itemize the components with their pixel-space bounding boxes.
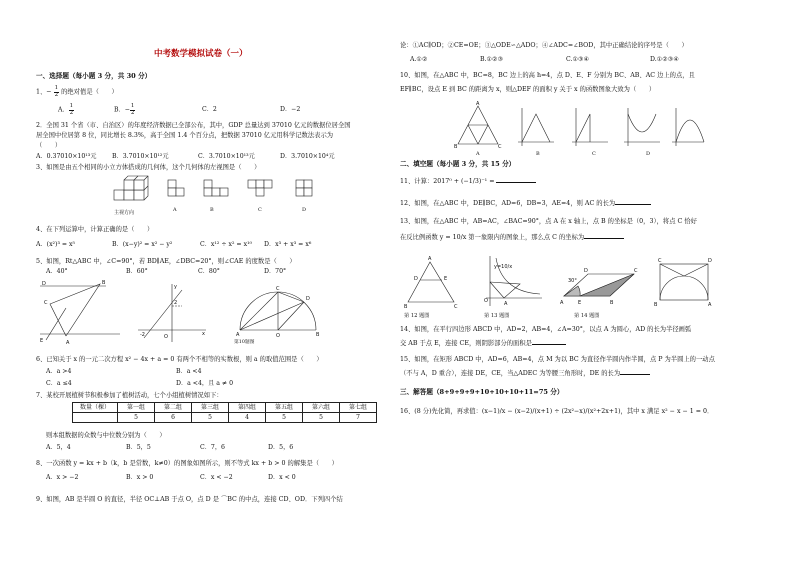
q14-parallelogram-figure (560, 268, 638, 306)
q10-triangle-figure (454, 101, 502, 150)
svg-text:B: B (404, 304, 408, 310)
q5-opt-a: A．40° (46, 268, 68, 275)
q7-opt-b: B．5，5 (126, 444, 151, 451)
q7-value: 5 (266, 413, 303, 423)
svg-text:y: y (174, 284, 177, 290)
q7-value: 7 (340, 413, 377, 423)
svg-text:A: A (66, 340, 70, 346)
q3: 3、如图是由五个相同的小立方体搭成的几何体，这个几何体的左视图是（ ） (36, 164, 261, 171)
q1-opt-c: C．2 (202, 106, 217, 113)
q2-opt-b: B．3.7010×10¹²元 (112, 153, 169, 160)
q7-header: 第四组 (229, 403, 266, 413)
q5-opt-d: D．70° (264, 268, 287, 275)
fill-figures (404, 252, 724, 310)
svg-text:30°: 30° (568, 278, 577, 284)
q9-opt-d: D.①②③④ (650, 56, 679, 63)
svg-text:A: A (476, 101, 480, 107)
svg-text:C: C (634, 268, 638, 274)
q7-value: 6 (155, 413, 192, 423)
q10-line2: EF∥BC，设点 E 到 BC 的距离为 x，则△DEF 的面积 y 关于 x 的函数图象大致为（ ） (400, 86, 656, 93)
q10-graph-a (518, 108, 554, 146)
q12-answer-blank[interactable] (615, 204, 651, 205)
q2-line1: 2．全国 31 个省（市、自治区）的年度经济数据已全部公布，其中，GDP 总量达到 37010 亿元的数据位居全国 (36, 122, 351, 129)
q7-value: 5 (118, 413, 155, 423)
q8-opt-c: C．x < −2 (200, 474, 233, 481)
q4: 4、在下列运算中，计算正确的是（ ） (36, 226, 154, 233)
svg-text:C: C (276, 286, 280, 292)
q14-line1: 14、如图，在平行四边形 ABCD 中，AD=2，AB=4，∠A=30°，以点 A 为圆心，AD 的长为半径画弧 (400, 326, 692, 333)
svg-text:C: C (658, 258, 662, 264)
q15-line2: （不与 A，D 重合），连接 DE，CE，当△ADEC 为等腰三角形时，DE 的长为 (400, 370, 650, 378)
q11-answer-blank[interactable] (496, 182, 536, 183)
q4-opt-c: C．x¹² ÷ x² = x¹⁰ (200, 241, 253, 248)
svg-text:E: E (578, 300, 582, 306)
q3-view-d (296, 180, 312, 196)
q7: 7、某校开展植树节积极参加了植树活动，七个小组植树情况如下： (36, 392, 223, 399)
q3-view-c (248, 180, 272, 196)
q7-table (72, 402, 377, 423)
q9-opt-b: B.①②③ (480, 56, 504, 63)
q5-opt-b: B．60° (126, 268, 148, 275)
svg-text:B: B (654, 302, 658, 308)
q7-header: 第一组 (118, 403, 155, 413)
q2-opt-a: A．0.37010×10¹³元 (36, 153, 97, 160)
svg-text:B: B (610, 300, 614, 306)
q3-view-b (204, 180, 228, 196)
q7-opt-d: D．5，6 (268, 444, 294, 451)
q4-opt-d: D．x³ + x³ = x⁶ (264, 241, 312, 248)
q5-fig-caption: 第10题图 (234, 340, 255, 345)
svg-text:x: x (202, 331, 205, 337)
q10-label-d: D (646, 151, 651, 157)
q14-answer-blank[interactable] (532, 344, 566, 345)
q3-label-a: A (173, 207, 177, 213)
q8-line-graph (138, 284, 206, 342)
svg-text:E: E (40, 338, 44, 344)
q7-value: 4 (229, 413, 266, 423)
q7-header: 数量（棵） (73, 403, 118, 413)
q7-table-header-row (73, 403, 377, 413)
q15-answer-blank[interactable] (620, 374, 650, 375)
q7-question: 则本组数据的众数与中位数分别为（ ） (46, 432, 166, 439)
q7-header: 第三组 (192, 403, 229, 413)
svg-text:D: D (42, 281, 46, 287)
q9-semicircle-figure (236, 286, 320, 339)
svg-text:C: C (454, 304, 458, 310)
q7-value: 5 (192, 413, 229, 423)
q10-figures (454, 101, 704, 150)
exam-title: 中考数学模拟试卷（一） (154, 49, 248, 59)
q8: 8、一次函数 y = kx + b（k，b 是常数，k≠0）的图象如图所示，则不等式 kx + b > 0 的解集是（ ） (36, 460, 338, 467)
q14-line2: 交 AB 于点 E，连接 CE，则阴影部分的面积是 (400, 340, 566, 348)
q10-line1: 10、如图，在△ABC 中，BC=8，BC 边上的高 h=4，点 D、E、F 分别为 BC、AB、AC 边上的点，且 (400, 72, 695, 79)
q5-opt-c: C．80° (198, 268, 220, 275)
svg-text:D: D (708, 258, 712, 264)
q10-label-c: C (592, 151, 596, 157)
q9: 9、如图，AB 是半圆 O 的直径，半径 OC⊥AB 于点 O，点 D 是 ⌒BC 的中点，连接 CD、OD．下列四个结 (36, 496, 343, 503)
q10-label-a: A (476, 151, 480, 157)
svg-text:C: C (498, 144, 502, 150)
svg-text:y=10/x: y=10/x (494, 264, 513, 270)
svg-text:C: C (44, 300, 48, 306)
q12: 12、如图，在△ABC 中，DE∥BC，AD=6，DB=3，AE=4，则 AC 的长为 (400, 200, 651, 208)
q7-header: 第二组 (155, 403, 192, 413)
q13-line1: 13、如图，在△ABC 中，AB=AC，∠BAC=90°，点 A 在 x 轴上，点 B 的坐标是（0，3），将点 C 恰好 (400, 218, 697, 225)
q7-header: 第七组 (340, 403, 377, 413)
q8-opt-d: D．x < 0 (268, 474, 296, 481)
svg-text:B: B (102, 280, 106, 286)
q8-opt-b: B．x > 0 (126, 474, 154, 481)
svg-text:O: O (276, 333, 280, 339)
svg-text:E: E (444, 276, 448, 282)
q10-graph-b (572, 108, 608, 146)
q6-opt-d: D．a <4，且 a ≠ 0 (176, 380, 234, 387)
q12-triangle-figure (404, 256, 458, 310)
q1-opt-b: B．− $\frac{1}{2}$ (114, 103, 135, 116)
q2-line3: （ ） (36, 142, 62, 149)
q5-figures (36, 280, 356, 346)
q7-value: 5 (303, 413, 340, 423)
q8-opt-a: A．x > −2 (46, 474, 79, 481)
q10-graph-d (672, 108, 704, 146)
q6-opt-a: A．a >4 (46, 368, 72, 375)
section-2-heading: 二、填空题（每小题 3 分，共 15 分） (400, 160, 516, 168)
q7-header: 第六组 (303, 403, 340, 413)
svg-text:B: B (454, 144, 458, 150)
q2-opt-c: C．3.7010×10¹³元 (198, 153, 255, 160)
svg-text:D: D (306, 296, 310, 302)
q4-opt-a: A．(x²)³ = x⁵ (36, 241, 76, 248)
q13-line2: 在反比例函数 y = 10/x 第一象限内的图象上，那么点 C 的坐标为 (400, 234, 624, 242)
q13-caption: 第 13 题图 (484, 313, 510, 319)
q13-hyperbola-figure (484, 256, 542, 307)
q2-opt-d: D．3.7010×10⁴元 (280, 153, 335, 160)
q7-table-value-row (73, 413, 377, 423)
svg-text:A: A (504, 301, 508, 307)
q6-opt-c: C．a ≤4 (46, 380, 72, 387)
q10-graph-c (624, 108, 660, 146)
q2-line2: 居全国中位居第 8 位，同比增长 8.3%，高于全国 1.4 个百分点，把数据 37010 亿元用科学记数法表示为 (36, 132, 334, 139)
q3-solid-figure (114, 176, 148, 200)
q14-caption: 第 14 题图 (574, 313, 600, 319)
q5: 5、如图，Rt△ABC 中，∠C=90°，若 BD∥AE，∠DBC=20°，则∠CAE 的度数是（ ） (36, 258, 296, 265)
q10-label-b: B (536, 151, 540, 157)
svg-text:A: A (708, 302, 712, 308)
svg-text:A: A (236, 332, 240, 338)
q15-rectangle-figure (654, 258, 712, 308)
svg-text:D: D (414, 276, 418, 282)
q6: 6、已知关于 x 的一元二次方程 x² − 4x + a = 0 有两个不相等的实数根，则 a 的取值范围是（ ） (36, 356, 323, 363)
svg-text:A: A (560, 300, 564, 306)
q11: 11、计算：2017⁰ + (−1/3)⁻¹ = (400, 178, 536, 186)
q1: 1、− $\frac{1}{2}$ 的绝对值是（ ） (36, 85, 118, 98)
q3-label-b: B (210, 207, 214, 213)
q3-caption: 主视方向 (114, 210, 135, 216)
q6-opt-b: B．a <4 (176, 368, 202, 375)
q7-header: 第五组 (266, 403, 303, 413)
svg-text:O: O (164, 334, 168, 340)
svg-text:2: 2 (174, 300, 178, 306)
q9-opt-a: A.①② (410, 56, 428, 63)
q1-opt-a: A． $\frac{1}{2}$ (58, 103, 74, 116)
q1-opt-d: D．−2 (280, 106, 301, 113)
q9-tail: 论：①AC∥OD；②CE=OE；③△ODE∽△ADO；④∠ADC=∠BOD，其中正确结论的序号是（ ） (400, 42, 688, 49)
q12-caption: 第 12 题图 (404, 313, 430, 319)
q9-opt-c: C.①③④ (566, 56, 590, 63)
q4-opt-b: B．(x−y)² = x² − y² (112, 241, 173, 248)
q3-label-c: C (258, 207, 262, 213)
section-1-heading: 一、选择题（每小题 3 分，共 30 分） (36, 72, 152, 80)
q5-triangle-figure (40, 280, 120, 346)
q7-value (73, 413, 118, 423)
q3-view-a (168, 180, 184, 196)
svg-text:O: O (484, 298, 488, 304)
q7-opt-a: A．5，4 (46, 444, 71, 451)
section-3-heading: 三、解答题（8+9+9+9+10+10+10+11=75 分） (400, 388, 564, 396)
q13-answer-blank[interactable] (584, 238, 624, 239)
q15-line1: 15、如图，在矩形 ABCD 中，AD=6，AB=4，点 M 为以 BC 为直径作半圆内作半圆，点 P 为半圆上的一动点 (400, 356, 715, 363)
q3-figures (100, 176, 360, 216)
q16: 16、(8 分)先化简，再求值：(x−1)/x − (x−2)/(x+1) ÷ (2x²−x)/(x²+2x+1)，其中 x 满足 x² − x − 1 = 0． (400, 408, 714, 415)
svg-text:B: B (316, 332, 320, 338)
svg-text:D: D (584, 268, 588, 274)
svg-text:-2: -2 (140, 332, 145, 338)
q7-opt-c: C．7，6 (200, 444, 225, 451)
svg-text:A: A (428, 256, 432, 262)
q3-label-d: D (302, 207, 307, 213)
